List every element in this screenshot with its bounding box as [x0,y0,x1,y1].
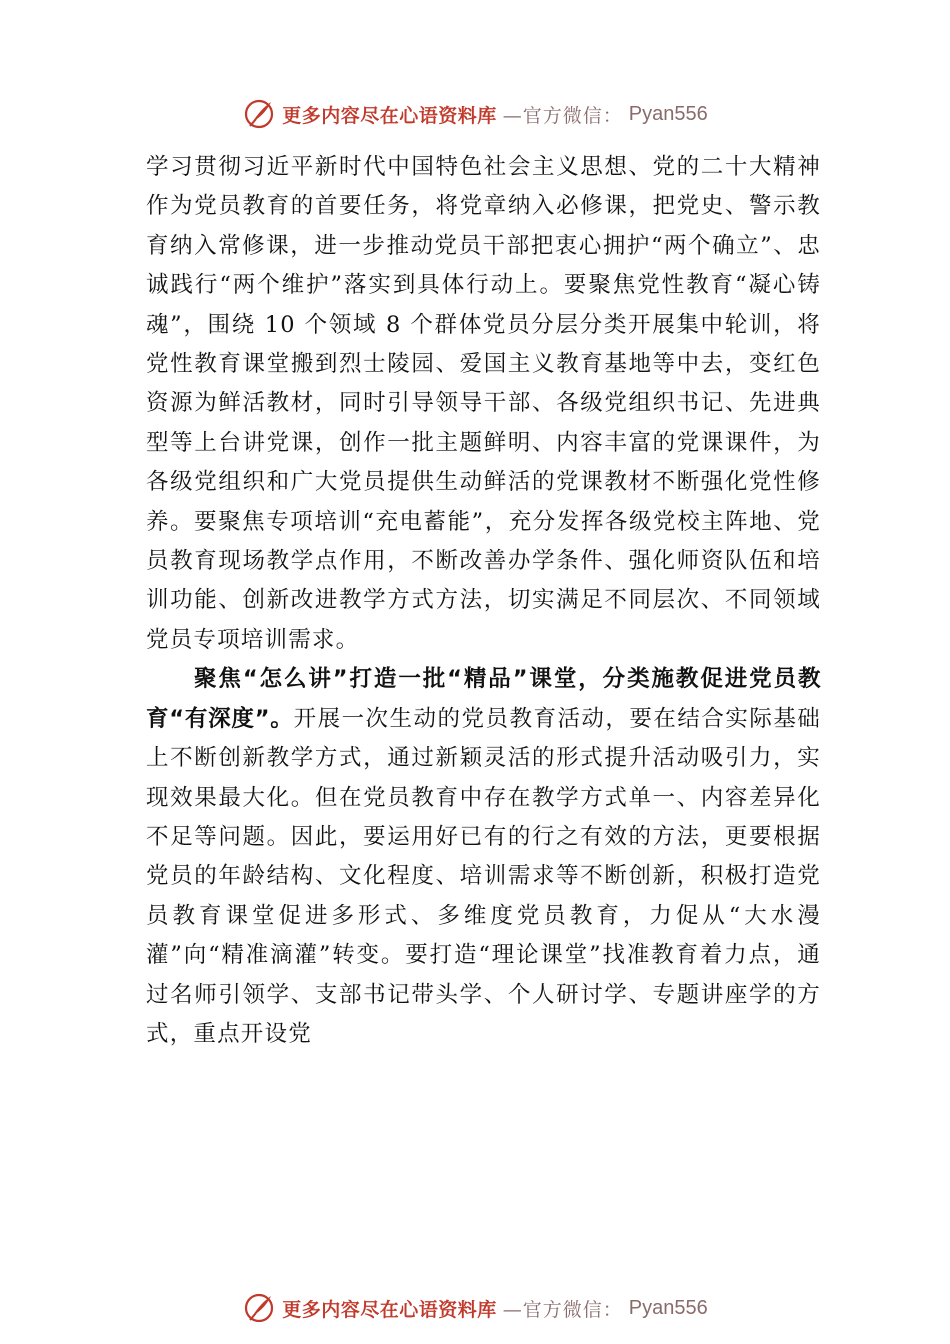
quill-circle-logo-icon [242,97,276,131]
paragraph-2-body: 开展一次生动的党员教育活动，要在结合实际基础上不断创新教学方式，通过新颖灵活的形式提升活动吸引力，实现效果最大化。但在党员教育中存在教学方式单一、内容差异化不足等问题。因此，要运用好已有的行之有效的方法，更要根据党员的年龄结构、文化程度、培训需求等不断创新，积极打造党员教育课堂促进多形式、多维度党员教育，力促从“大水漫灌”向“精准滴灌”转变。要打造“理论课堂”找准教育着力点，通过名师引领学、支部书记带头学、个人研讨学、专题讲座学的方式，重点开设党 [146,705,822,1047]
document-body [146,148,821,1054]
watermark-separator: —官方微信： [502,104,623,127]
watermark-wechat-id: Pyan556 [628,1296,708,1319]
watermark-wechat-id: Pyan556 [628,102,708,125]
header-watermark [0,92,950,136]
paragraph-2 [146,660,821,1054]
paragraph-1: 学习贯彻习近平新时代中国特色社会主义思想、党的二十大精神作为党员教育的首要任务，将党章纳入必修课，把党史、警示教育纳入常修课，进一步推动党员干部把衷心拥护“两个确立”、忠诚践行“两个维护”落实到具体行动上。要聚焦党性教育“凝心铸魂”，围绕 10 个领域 8 个群体党员分层分类开展集中轮训，将党性教育课堂搬到烈士陵园、爱国主义教育基地等中去，变红色资源为鲜活教材，同时引导领导干部、各级党组织书记、先进典型等上台讲党课，创作一批主题鲜明、内容丰富的党课课件，为各级党组织和广大党员提供生动鲜活的党课教材不断强化党性修养。要聚焦专项培训“充电蓄能”，充分发挥各级党校主阵地、党员教育现场教学点作用，不断改善办学条件、强化师资队伍和培训功能、创新改进教学方式方法，切实满足不同层次、不同领域党员专项培训需求。 [146,154,821,653]
watermark-text: 更多内容尽在心语资料库 [282,104,497,127]
paragraph-2-lead: 聚焦“怎么讲”打造一批“精品”课堂，分类施教促进党员教育“有深度”。 [146,666,821,732]
watermark-separator: —官方微信： [502,1298,623,1321]
watermark-text: 更多内容尽在心语资料库 [282,1298,497,1321]
footer-watermark [0,1286,950,1330]
quill-circle-logo-icon [242,1291,276,1325]
